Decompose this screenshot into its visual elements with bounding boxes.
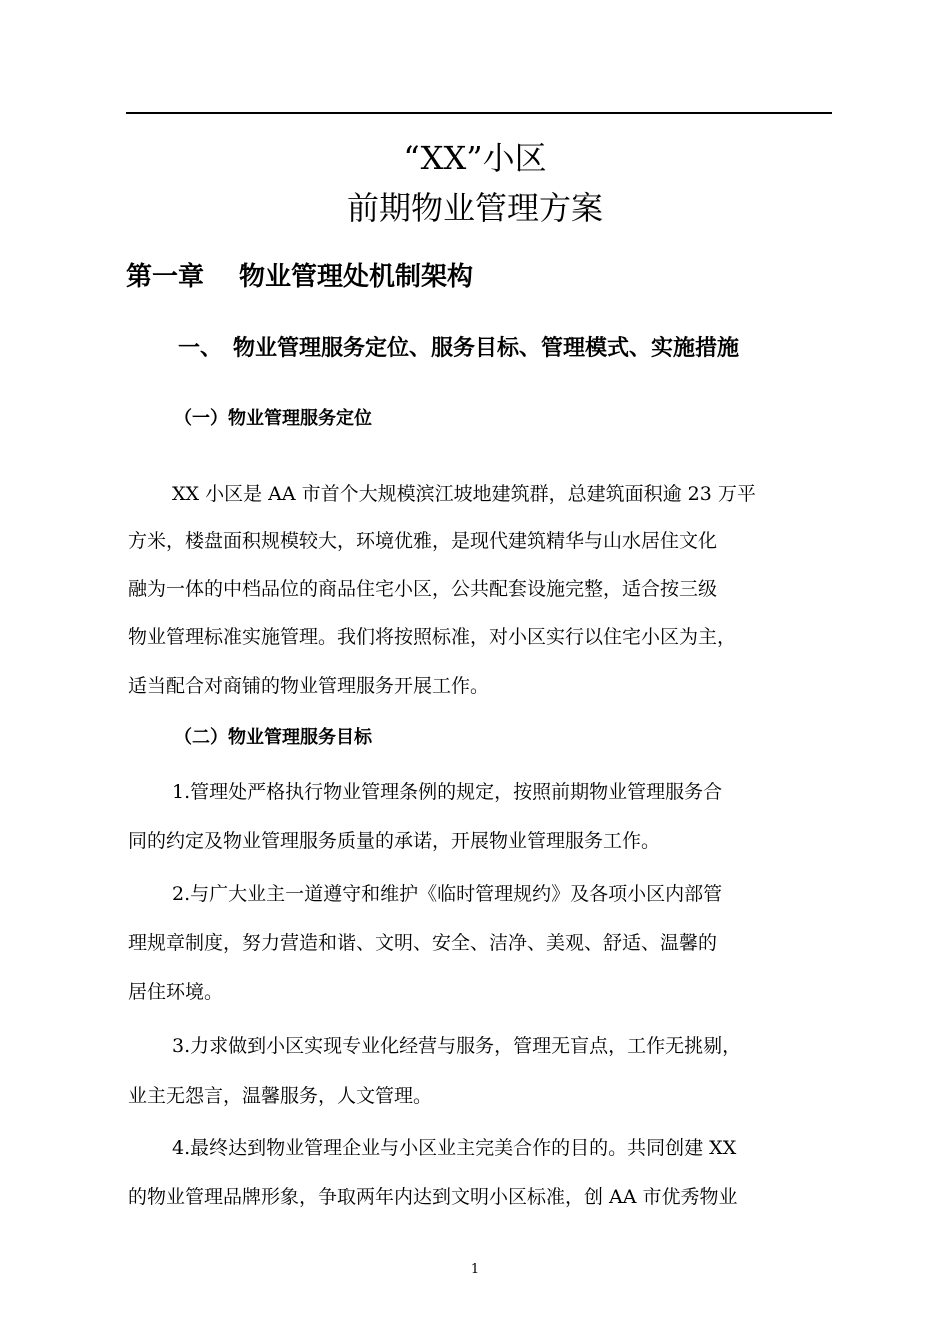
document-title-line1: “XX”小区 — [403, 139, 547, 177]
paragraph-line: XX 小区是 AA 市首个大规模滨江坡地建筑群，总建筑面积逾 23 万平 — [172, 483, 756, 505]
goal-line: 同的约定及物业管理服务质量的承诺，开展物业管理服务工作。 — [128, 830, 661, 852]
goal-line: 的物业管理品牌形象，争取两年内达到文明小区标准，创 AA 市优秀物业 — [128, 1186, 738, 1208]
paragraph-line: 物业管理标准实施管理。我们将按照标准，对小区实行以住宅小区为主， — [128, 626, 737, 648]
header-rule — [126, 112, 832, 114]
section-heading: 一、 物业管理服务定位、服务目标、管理模式、实施措施 — [178, 336, 740, 361]
subsection-heading-positioning: （一）物业管理服务定位 — [174, 408, 372, 429]
goal-line: 1.管理处严格执行物业管理条例的规定，按照前期物业管理服务合 — [172, 781, 723, 803]
subsection-heading-goals: （二）物业管理服务目标 — [174, 727, 372, 748]
paragraph-line: 融为一体的中档品位的商品住宅小区，公共配套设施完整，适合按三级 — [128, 578, 718, 600]
goal-line: 业主无怨言，温馨服务，人文管理。 — [128, 1085, 433, 1107]
goal-line: 理规章制度，努力营造和谐、文明、安全、洁净、美观、舒适、温馨的 — [128, 932, 718, 954]
document-title-line2: 前期物业管理方案 — [346, 189, 603, 227]
goal-line: 3.力求做到小区实现专业化经营与服务，管理无盲点，工作无挑剔， — [172, 1035, 742, 1057]
page-number: 1 — [470, 1262, 480, 1277]
paragraph-line: 适当配合对商铺的物业管理服务开展工作。 — [128, 675, 490, 697]
goal-line: 4.最终达到物业管理企业与小区业主完美合作的目的。共同创建 XX — [172, 1137, 737, 1159]
paragraph-line: 方米，楼盘面积规模较大，环境优雅，是现代建筑精华与山水居住文化 — [128, 530, 718, 552]
goal-line: 2.与广大业主一道遵守和维护《临时管理规约》及各项小区内部管 — [172, 883, 723, 905]
goal-line: 居住环境。 — [128, 981, 224, 1003]
chapter-heading: 第一章 物业管理处机制架构 — [126, 262, 474, 292]
